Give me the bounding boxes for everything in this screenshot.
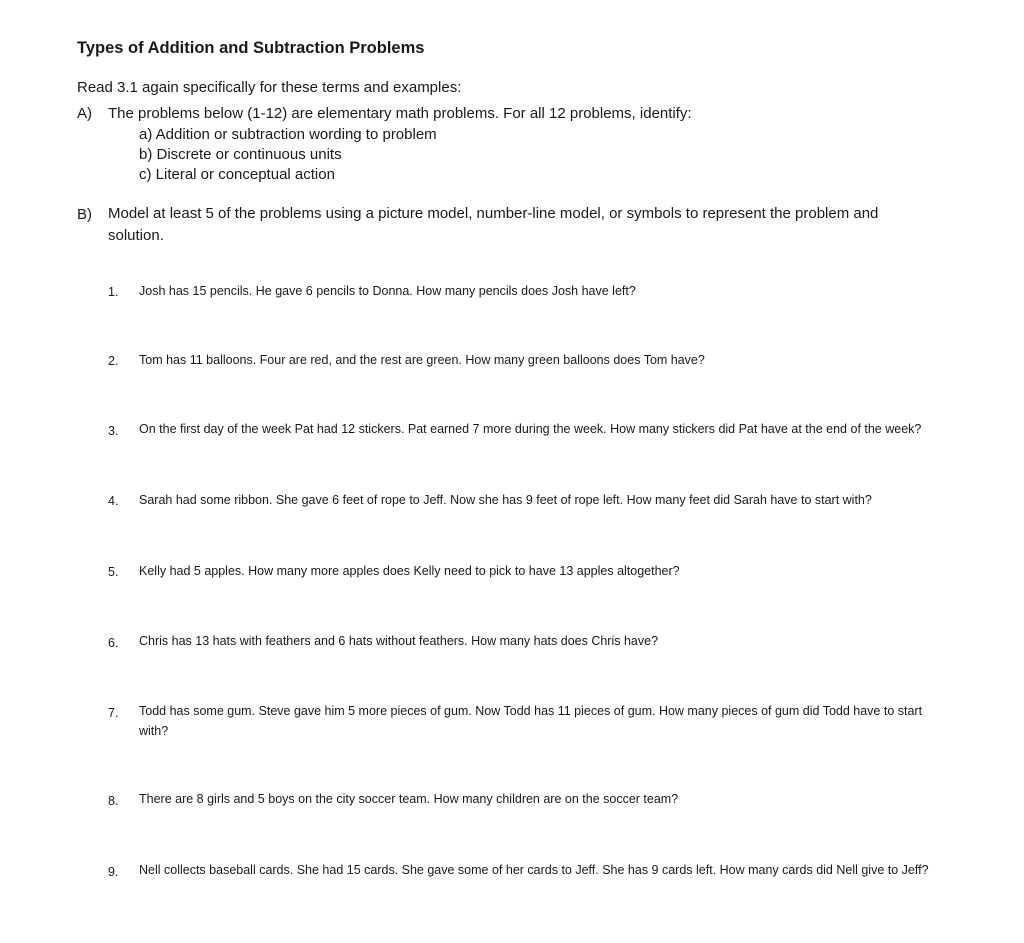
problem-text: Josh has 15 pencils. He gave 6 pencils to Donna. How many pencils does Josh have left? bbox=[139, 284, 636, 298]
section-b-letter: B) bbox=[77, 206, 92, 223]
problem-number: 7. bbox=[108, 706, 119, 720]
problem-number: 6. bbox=[108, 636, 119, 650]
section-b-text: Model at least 5 of the problems using a picture model, number-line model, or symbols to represent the problem and solution. bbox=[108, 205, 879, 244]
problem-text: Sarah had some ribbon. She gave 6 feet of rope to Jeff. Now she has 9 feet of rope left. How many feet did Sarah have to start with? bbox=[139, 493, 872, 507]
problem-number: 8. bbox=[108, 794, 119, 808]
section-a-item-c: c) Literal or conceptual action bbox=[139, 166, 335, 183]
problem-number: 5. bbox=[108, 565, 119, 579]
problem-text: Tom has 11 balloons. Four are red, and the rest are green. How many green balloons does Tom have? bbox=[139, 353, 705, 367]
page-title: Types of Addition and Subtraction Problems bbox=[77, 39, 425, 57]
problem-text: Kelly had 5 apples. How many more apples does Kelly need to pick to have 13 apples altogether? bbox=[139, 564, 680, 578]
problem-text: Chris has 13 hats with feathers and 6 hats without feathers. How many hats does Chris have? bbox=[139, 634, 659, 648]
problem-text: Nell collects baseball cards. She had 15 cards. She gave some of her cards to Jeff. She has 9 cards left. How many cards did Nell give to Jeff? bbox=[139, 863, 929, 877]
problem-number: 3. bbox=[108, 424, 119, 438]
section-a-text: The problems below (1-12) are elementary math problems. For all 12 problems, identify: bbox=[108, 105, 692, 122]
section-a-letter: A) bbox=[77, 105, 92, 122]
problem-text: On the first day of the week Pat had 12 stickers. Pat earned 7 more during the week. How many stickers did Pat have at the end of the week? bbox=[139, 422, 922, 436]
problem-text: There are 8 girls and 5 boys on the city soccer team. How many children are on the soccer team? bbox=[139, 792, 679, 806]
problem-text: Todd has some gum. Steve gave him 5 more pieces of gum. Now Todd has 11 pieces of gum. How many pieces of gum did Todd have to start with? bbox=[139, 704, 923, 738]
section-a-item-a: a) Addition or subtraction wording to problem bbox=[139, 126, 437, 143]
problem-number: 2. bbox=[108, 354, 119, 368]
problem-number: 1. bbox=[108, 285, 119, 299]
problem-number: 4. bbox=[108, 494, 119, 508]
problem-number: 9. bbox=[108, 865, 119, 879]
section-a-item-b: b) Discrete or continuous units bbox=[139, 146, 342, 163]
intro-text: Read 3.1 again specifically for these terms and examples: bbox=[77, 79, 462, 96]
